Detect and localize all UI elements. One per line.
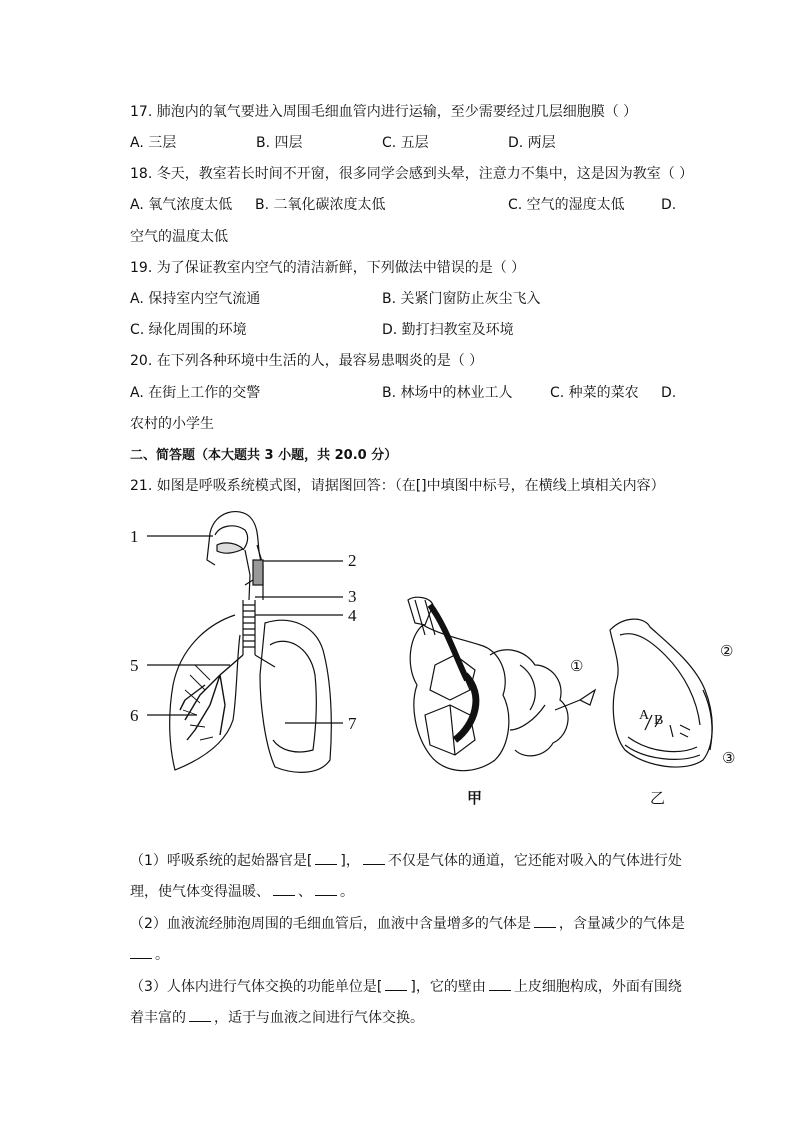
fig-label-4: 4 xyxy=(348,606,357,625)
figure-labels xyxy=(130,527,735,807)
fig-circle-3: ③ xyxy=(722,751,735,767)
answer-blank[interactable] xyxy=(189,1009,211,1022)
q21-sub2-line2 xyxy=(130,946,169,964)
q21-sub1-text-e: 、 xyxy=(298,884,312,900)
fig-label-3: 3 xyxy=(348,587,357,606)
fig-circle-2: ② xyxy=(720,644,734,660)
fig-caption-jia: 甲 xyxy=(467,791,483,807)
fig-label-1: 1 xyxy=(130,527,139,546)
alveoli-diagram xyxy=(408,597,595,770)
q21-sub1-text-c: 不仅是气体的通道，它还能对吸入的气体进行处 xyxy=(387,853,682,869)
q19-stem: 19. 为了保证教室内空气的清洁新鲜，下列做法中错误的是（ ） xyxy=(130,260,526,276)
answer-blank[interactable] xyxy=(363,852,385,865)
fig-caption-yi: 乙 xyxy=(650,791,666,807)
q21-sub1-line1 xyxy=(130,852,682,870)
q17-option-a: A. 三层 xyxy=(130,135,177,151)
q21-sub1-text-f: 。 xyxy=(340,884,354,900)
answer-blank[interactable] xyxy=(273,883,295,896)
q21-sub2-text-a: （2）血液流经肺泡周围的毛细血管后，血液中含量增多的气体是 xyxy=(130,916,531,932)
q18-option-c: C. 空气的湿度太低 xyxy=(508,197,625,213)
q20-option-d: D. xyxy=(661,385,677,401)
answer-blank[interactable] xyxy=(315,852,337,865)
fig-letter-b: B xyxy=(654,713,664,728)
q21-sub3-line1 xyxy=(130,978,682,996)
answer-blank[interactable] xyxy=(534,915,556,928)
fig-label-5: 5 xyxy=(130,656,139,675)
q21-sub1-text-a: （1）呼吸系统的起始器官是[ xyxy=(130,853,313,869)
q21-sub2-text-c: 。 xyxy=(155,947,169,963)
fig-label-7: 7 xyxy=(348,714,357,733)
q18-option-b: B. 二氧化碳浓度太低 xyxy=(255,197,386,213)
q20-stem: 20. 在下列各种环境中生活的人，最容易患咽炎的是（ ） xyxy=(130,353,484,369)
q21-sub3-text-a: （3）人体内进行气体交换的功能单位是[ xyxy=(130,979,383,995)
q20-option-a: A. 在街上工作的交警 xyxy=(130,385,261,401)
q17-option-b: B. 四层 xyxy=(256,135,303,151)
q17-option-c: C. 五层 xyxy=(382,135,429,151)
q21-sub3-text-c: 上皮细胞构成，外面有围绕 xyxy=(513,979,682,995)
q18-stem: 18. 冬天，教室若长时间不开窗，很多同学会感到头晕，注意力不集中，这是因为教室（ ） xyxy=(130,166,694,182)
q19-option-d: D. 勤打扫教室及环境 xyxy=(382,322,514,338)
q17-stem: 17. 肺泡内的氧气要进入周围毛细血管内进行运输，至少需要经过几层细胞膜（ ） xyxy=(130,104,638,120)
q21-sub3-text-e: ，适于与血液之间进行气体交换。 xyxy=(214,1010,424,1026)
q21-sub2-line1 xyxy=(130,915,685,933)
respiratory-system-diagram xyxy=(147,512,343,773)
q19-option-a: A. 保持室内空气流通 xyxy=(130,291,261,307)
q21-sub1-text-b: ]， xyxy=(340,853,360,869)
answer-blank[interactable] xyxy=(315,883,337,896)
q21-sub1-line2 xyxy=(130,883,354,901)
q20-option-b: B. 林场中的林业工人 xyxy=(382,385,513,401)
q21-sub1-text-d: 理，使气体变得温暖、 xyxy=(130,884,270,900)
answer-blank[interactable] xyxy=(385,978,407,991)
q21-sub3-text-d: 着丰富的 xyxy=(130,1010,186,1026)
fig-label-2: 2 xyxy=(348,551,357,570)
q21-sub3-text-b: ]，它的壁由 xyxy=(410,979,486,995)
answer-blank[interactable] xyxy=(130,946,152,959)
q19-option-c: C. 绿化周围的环境 xyxy=(130,322,247,338)
q20-option-c: C. 种菜的菜农 xyxy=(550,385,639,401)
answer-blank[interactable] xyxy=(489,978,511,991)
q18-option-d-text: 空气的温度太低 xyxy=(130,229,228,245)
respiratory-figure xyxy=(125,505,735,810)
q21-sub2-text-b: ，含量减少的气体是 xyxy=(558,916,685,932)
fig-circle-1: ① xyxy=(570,659,584,675)
q21-stem: 21. 如图是呼吸系统模式图，请据图回答：（在[]中填图中标号，在横线上填相关内容） xyxy=(130,478,665,494)
q20-option-d-text: 农村的小学生 xyxy=(130,416,214,432)
fig-label-6: 6 xyxy=(130,706,139,725)
q17-option-d: D. 两层 xyxy=(508,135,556,151)
section-heading: 二、简答题（本大题共 3 小题，共 20.0 分） xyxy=(130,448,398,463)
q19-option-b: B. 关紧门窗防止灰尘飞入 xyxy=(382,291,541,307)
q18-option-d: D. xyxy=(661,197,677,213)
q18-option-a: A. 氧气浓度太低 xyxy=(130,197,233,213)
q21-sub3-line2 xyxy=(130,1009,424,1027)
fig-letter-a: A xyxy=(639,708,650,723)
alveolus-enlarged-diagram xyxy=(610,619,712,767)
